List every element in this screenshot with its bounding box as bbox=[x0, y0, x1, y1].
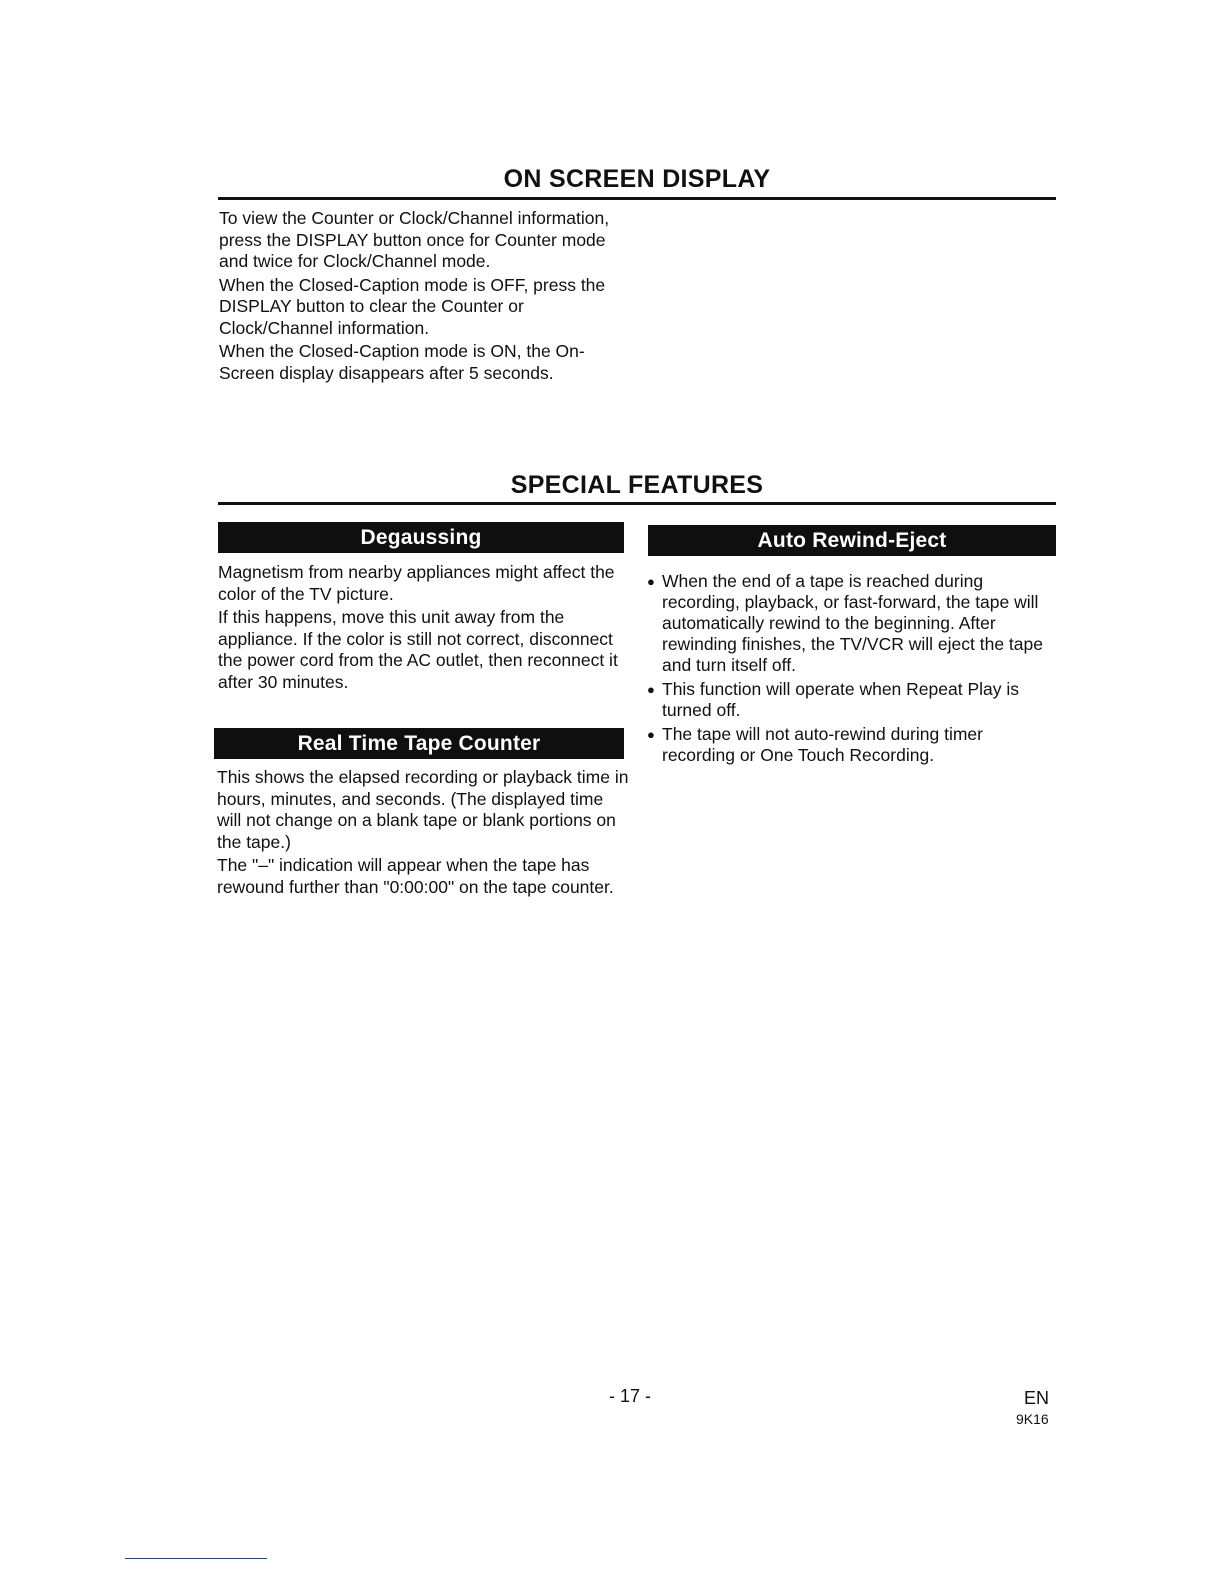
list-item-text: The tape will not auto-rewind during timer recording or One Touch Recording. bbox=[662, 724, 983, 765]
on-screen-display-rule bbox=[218, 197, 1056, 200]
osd-paragraph: When the Closed-Caption mode is OFF, press the DISPLAY button to clear the Counter or Clock/Channel information. bbox=[219, 274, 606, 338]
bullet-icon: ● bbox=[647, 727, 655, 742]
tape-counter-paragraph: The "–" indication will appear when the tape has rewound further than "0:00:00" on the tape counter. bbox=[217, 855, 614, 897]
special-features-rule bbox=[218, 502, 1056, 505]
on-screen-display-body bbox=[219, 208, 634, 386]
page-number: - 17 - bbox=[608, 1386, 651, 1406]
list-item-text: This function will operate when Repeat Play is turned off. bbox=[662, 679, 1019, 720]
real-time-tape-counter-body bbox=[217, 767, 632, 900]
list-item bbox=[645, 571, 1045, 676]
special-features-title: SPECIAL FEATURES bbox=[510, 471, 764, 499]
on-screen-display-title: ON SCREEN DISPLAY bbox=[503, 165, 771, 193]
footer-divider bbox=[125, 1558, 267, 1559]
osd-paragraph: When the Closed-Caption mode is ON, the On-Screen display disappears after 5 seconds. bbox=[219, 341, 585, 383]
language-code: EN bbox=[1024, 1388, 1050, 1408]
list-item bbox=[645, 679, 1045, 721]
osd-paragraph: To view the Counter or Clock/Channel information, press the DISPLAY button once for Counter mode and twice for Clock/Channel mode. bbox=[219, 208, 610, 271]
degaussing-heading: Degaussing bbox=[218, 522, 624, 553]
bullet-icon: ● bbox=[647, 682, 655, 697]
degaussing-paragraph: Magnetism from nearby appliances might affect the color of the TV picture. bbox=[218, 562, 615, 604]
tape-counter-paragraph: This shows the elapsed recording or playback time in hours, minutes, and seconds. (The displayed time will not change on a blank tape or blank portions on the tape.) bbox=[217, 767, 629, 852]
degaussing-paragraph: If this happens, move this unit away from the appliance. If the color is still not correct, disconnect the power cord from the AC outlet, then reconnect it after 30 minutes. bbox=[218, 607, 618, 692]
list-item bbox=[645, 724, 1045, 766]
degaussing-body bbox=[218, 562, 628, 695]
bullet-icon: ● bbox=[647, 574, 655, 589]
auto-rewind-eject-heading: Auto Rewind-Eject bbox=[648, 525, 1056, 556]
auto-rewind-eject-list bbox=[645, 571, 1045, 769]
list-item-text: When the end of a tape is reached during recording, playback, or fast-forward, the tape will automatically rewind to the beginning. After rewinding finishes, the TV/VCR will eject the tape and turn itself off. bbox=[662, 571, 1043, 675]
real-time-tape-counter-heading: Real Time Tape Counter bbox=[214, 728, 624, 759]
model-code: 9K16 bbox=[1016, 1411, 1049, 1427]
